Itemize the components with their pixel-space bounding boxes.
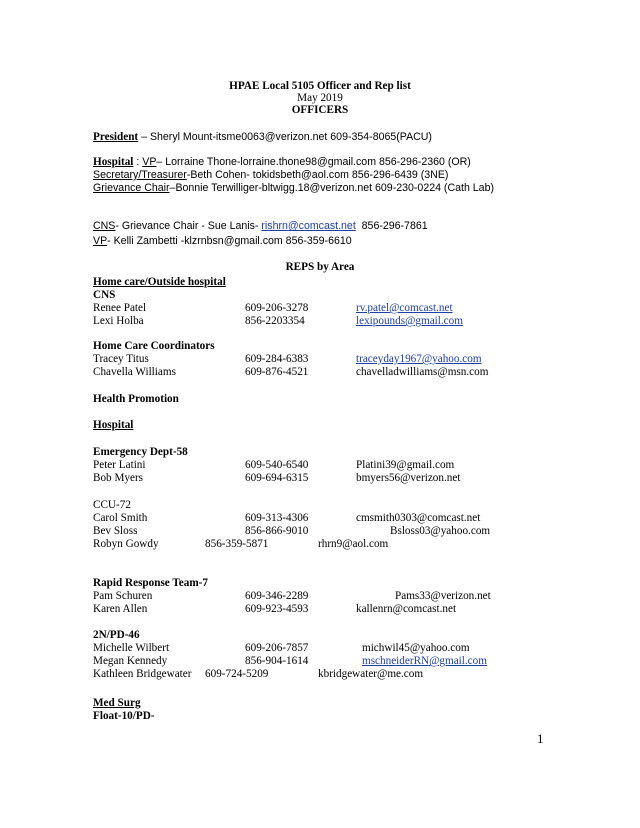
- rep-cns-1-phone: 609-206-3278: [245, 302, 309, 314]
- rep-twon-3-phone: 609-724-5209: [205, 668, 269, 680]
- rep-ed-1-name: Peter Latini: [93, 459, 146, 471]
- president-label: President: [93, 131, 139, 143]
- secretary-label: Secretary/Treasurer: [93, 169, 187, 181]
- rep-hcc-1-email[interactable]: traceyday1967@yahoo.com: [356, 353, 482, 365]
- rep-twon-3-email: kbridgewater@me.com: [318, 668, 424, 680]
- cns-vp-label: VP: [93, 235, 108, 247]
- rep-twon-1-phone: 609-206-7857: [245, 642, 309, 654]
- rep-ed-2-email: bmyers56@verizon.net: [356, 472, 461, 484]
- rep-twon-3-name: Kathleen Bridgewater: [93, 668, 192, 680]
- section-hospital: Hospital: [93, 419, 134, 431]
- rep-rrt-2-phone: 609-923-4593: [245, 603, 309, 615]
- rep-cns-2-phone: 856-2203354: [245, 315, 305, 327]
- cns-email-link[interactable]: rishrn@comcast.net: [261, 220, 356, 232]
- grievance-info: –Bonnie Terwilliger-bltwigg.18@verizon.net 609-230-0224 (Cath Lab): [169, 182, 494, 194]
- rep-cns-2-email[interactable]: lexipounds@gmail.com: [356, 315, 463, 327]
- rep-hcc-2-name: Chavella Williams: [93, 366, 176, 378]
- rep-twon-2-email[interactable]: mschneiderRN@gmail.com: [362, 655, 487, 667]
- rep-ccu-2-name: Bev Sloss: [93, 525, 138, 537]
- page-number: 1: [537, 731, 544, 746]
- rep-cns-1-email[interactable]: rv.patel@comcast.net: [356, 302, 453, 314]
- document-date: May 2019: [297, 92, 343, 104]
- rep-twon-1-email: michwil45@yahoo.com: [362, 642, 470, 654]
- document-title: HPAE Local 5105 Officer and Rep list: [229, 80, 411, 92]
- rep-hcc-2-phone: 609-876-4521: [245, 366, 309, 378]
- rep-rrt-1-phone: 609-346-2289: [245, 590, 309, 602]
- president-line: President – Sheryl Mount-itsme0063@verizon.net 609-354-8065(PACU): [93, 131, 432, 143]
- rep-rrt-2-email: kallenrn@comcast.net: [356, 603, 457, 615]
- cns-line: [93, 220, 428, 233]
- section-home-care-outside: Home care/Outside hospital: [93, 276, 226, 288]
- rep-ccu-2-email: Bsloss03@yahoo.com: [390, 525, 491, 537]
- rep-ed-2-name: Bob Myers: [93, 472, 144, 484]
- president-info: Sheryl Mount-itsme0063@verizon.net 609-354-8065(PACU): [149, 131, 432, 143]
- vp-info: – Lorraine Thone-lorraine.thone98@gmail.com 856-296-2360 (OR): [156, 156, 471, 168]
- secretary-info: -Beth Cohen- tokidsbeth@aol.com 856-296-6439 (3NE): [186, 169, 449, 181]
- section-2n-pd: 2N/PD-46: [93, 629, 140, 641]
- rep-ccu-2-phone: 856-866-9010: [245, 525, 309, 537]
- cns-info: - Grievance Chair - Sue Lanis-: [115, 220, 262, 232]
- rep-cns-1-name: Renee Patel: [93, 302, 147, 314]
- rep-hcc-2-email: chavelladwilliams@msn.com: [356, 366, 489, 378]
- rep-rrt-1-name: Pam Schuren: [93, 590, 153, 602]
- rep-rrt-1-email: Pams33@verizon.net: [395, 590, 491, 602]
- rep-ed-2-phone: 609-694-6315: [245, 472, 309, 484]
- rep-rrt-2-name: Karen Allen: [93, 603, 148, 615]
- rep-ccu-1-name: Carol Smith: [93, 512, 148, 524]
- rep-hcc-1-name: Tracey Titus: [93, 353, 149, 365]
- rep-ed-1-phone: 609-540-6540: [245, 459, 309, 471]
- reps-heading: REPS by Area: [285, 261, 355, 273]
- section-ccu: CCU-72: [93, 499, 131, 511]
- rep-ccu-1-email: cmsmith0303@comcast.net: [356, 512, 481, 524]
- section-emergency: Emergency Dept-58: [93, 446, 188, 458]
- section-float: Float-10/PD-: [93, 710, 155, 722]
- cns-label: CNS: [93, 220, 116, 232]
- grievance-line: [93, 182, 494, 195]
- rep-ccu-1-phone: 609-313-4306: [245, 512, 309, 524]
- rep-cns-2-name: Lexi Holba: [93, 315, 144, 327]
- rep-hcc-1-phone: 609-284-6383: [245, 353, 309, 365]
- cns-phone: 856-296-7861: [361, 220, 428, 232]
- rep-ccu-3-name: Robyn Gowdy: [93, 538, 159, 550]
- section-rapid-response: Rapid Response Team-7: [93, 577, 209, 589]
- section-home-care-coordinators: Home Care Coordinators: [93, 340, 215, 352]
- rep-twon-2-phone: 856-904-1614: [245, 655, 309, 667]
- hospital-label: Hospital: [93, 156, 134, 168]
- section-med-surg: Med Surg: [93, 697, 141, 709]
- rep-ccu-3-phone: 856-359-5871: [205, 538, 269, 550]
- rep-twon-1-name: Michelle Wilbert: [93, 642, 170, 654]
- cns-vp-line: [93, 235, 352, 248]
- grievance-label: Grievance Chair: [93, 182, 170, 194]
- hospital-vp-line: Hospital : VP– Lorraine Thone-lorraine.thone98@gmail.com 856-296-2360 (OR): [93, 156, 471, 168]
- officers-heading: OFFICERS: [291, 104, 349, 116]
- cns-vp-info: - Kelli Zambetti -klzrnbsn@gmail.com 856-359-6610: [107, 235, 352, 247]
- secretary-line: [93, 169, 448, 182]
- section-cns: CNS: [93, 289, 116, 301]
- section-health-promotion: Health Promotion: [93, 393, 179, 405]
- rep-ed-1-email: Platini39@gmail.com: [356, 459, 455, 471]
- vp-label: VP: [142, 156, 157, 168]
- rep-twon-2-name: Megan Kennedy: [93, 655, 168, 667]
- rep-ccu-3-email: rhrn9@aol.com: [318, 538, 389, 550]
